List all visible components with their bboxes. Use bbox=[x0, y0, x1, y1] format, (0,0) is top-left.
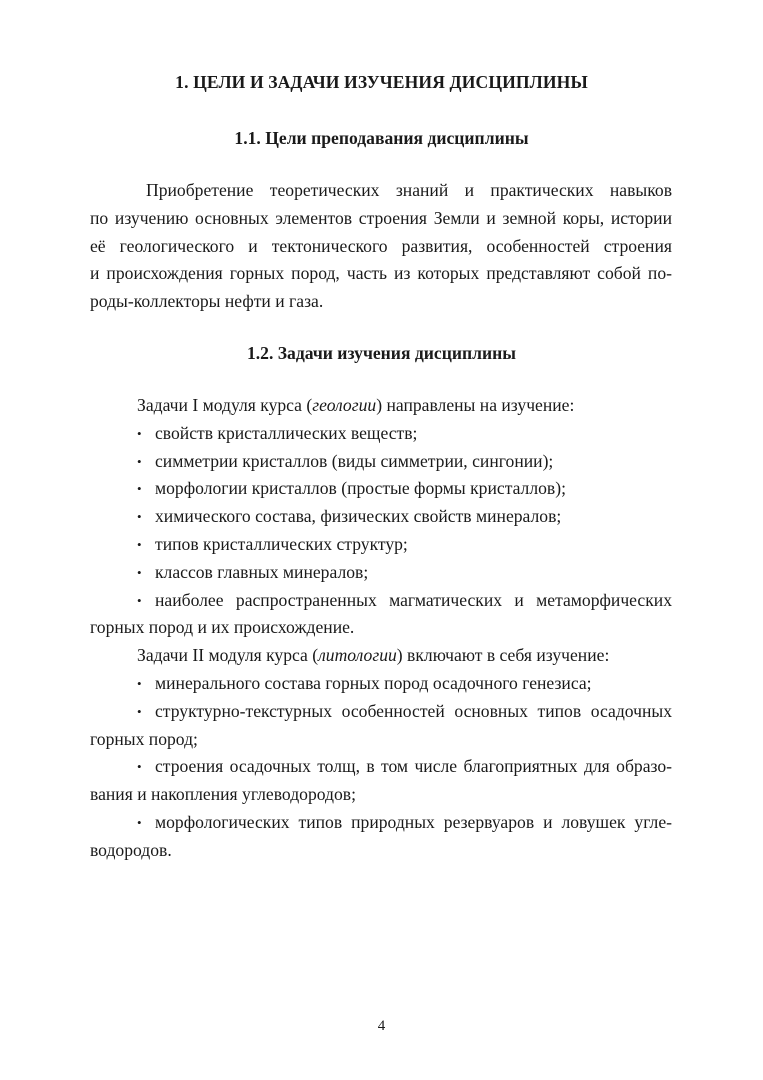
list-item: • свойств кристаллических веществ; bbox=[90, 420, 672, 448]
list-item-continuation: горных пород и их происхождение. bbox=[90, 617, 355, 638]
list-item: • химического состава, физических свойств минералов; bbox=[90, 503, 672, 531]
bullet-icon: • bbox=[137, 675, 142, 691]
chapter-heading: 1. ЦЕЛИ И ЗАДАЧИ ИЗУЧЕНИЯ ДИСЦИПЛИНЫ bbox=[175, 72, 588, 92]
list-item-continuation: вания и накопления углеводородов; bbox=[90, 784, 356, 805]
list-item: • наиболее распространенных магматических и метаморфических bbox=[90, 587, 672, 615]
bullet-icon: • bbox=[137, 536, 142, 552]
section-1-paragraph bbox=[90, 177, 672, 316]
paragraph-line: Приобретение теоретических знаний и практических навыков bbox=[146, 180, 672, 200]
page-number: 4 bbox=[377, 1018, 386, 1034]
paragraph-line: роды-коллекторы нефти и газа. bbox=[90, 291, 324, 312]
bullet-icon: • bbox=[137, 453, 142, 469]
module-1-intro: Задачи I модуля курса (геологии) направлены на изучение: bbox=[137, 395, 575, 415]
list-item: • типов кристаллических структур; bbox=[90, 531, 672, 559]
module-2-subject: литологии bbox=[318, 645, 397, 666]
list-item: • структурно-текстурных особенностей основных типов осадочных bbox=[90, 698, 672, 726]
module-1-subject: геологии bbox=[312, 395, 377, 415]
bullet-icon: • bbox=[137, 509, 142, 525]
paragraph-line: по изучению основных элементов строения Земли и земной коры, истории bbox=[90, 207, 672, 228]
list-item: • морфологических типов природных резервуаров и ловушек угле- bbox=[90, 809, 672, 837]
list-item: • симметрии кристаллов (виды симметрии, сингонии); bbox=[90, 448, 672, 476]
section-1-heading: 1.1. Цели преподавания дисциплины bbox=[234, 128, 529, 148]
list-item: • классов главных минералов; bbox=[90, 559, 672, 587]
section-2-heading: 1.2. Задачи изучения дисциплины bbox=[246, 343, 517, 363]
list-item: • минерального состава горных пород осадочного генезиса; bbox=[90, 670, 672, 698]
bullet-icon: • bbox=[137, 814, 142, 830]
list-item-continuation: водородов. bbox=[90, 839, 172, 860]
bullet-icon: • bbox=[137, 759, 142, 775]
bullet-icon: • bbox=[137, 703, 142, 719]
bullet-icon: • bbox=[137, 425, 142, 441]
list-item: • строения осадочных толщ, в том числе благоприятных для образо- bbox=[90, 753, 672, 781]
paragraph-line: её геологического и тектонического развития, особенностей строения bbox=[90, 235, 672, 256]
list-item: • морфологии кристаллов (простые формы кристаллов); bbox=[90, 475, 672, 503]
list-item-continuation: горных пород; bbox=[90, 728, 198, 749]
bullet-icon: • bbox=[137, 592, 142, 608]
paragraph-line: и происхождения горных пород, часть из которых представляют собой по- bbox=[90, 263, 672, 284]
bullet-icon: • bbox=[137, 564, 142, 580]
bullet-icon: • bbox=[137, 481, 142, 497]
module-2-intro: Задачи II модуля курса (литологии) включают в себя изучение: bbox=[137, 645, 610, 666]
section-2-body bbox=[90, 392, 672, 865]
